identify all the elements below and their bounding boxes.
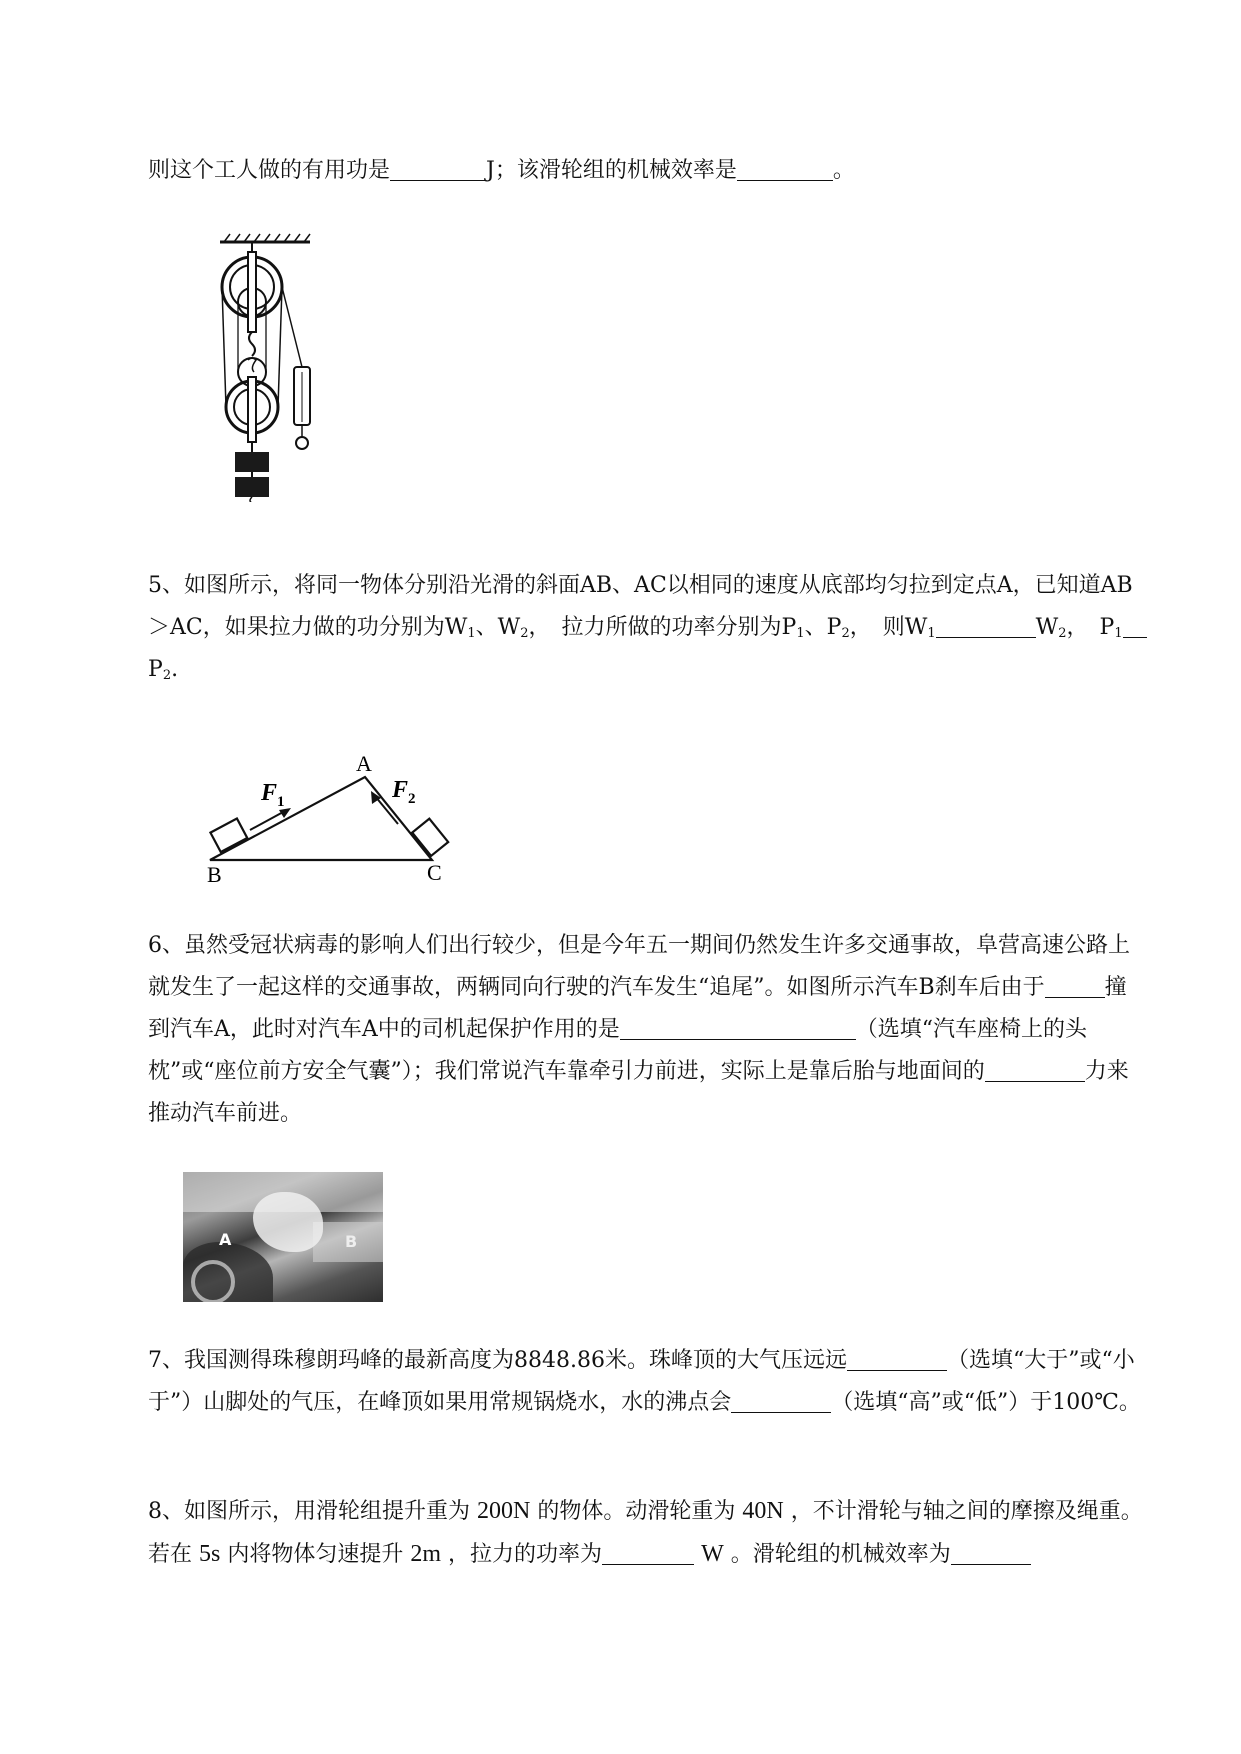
q5-blank-power-compare[interactable] [1123,609,1147,638]
q6-blank-protection[interactable] [620,1011,856,1040]
q5-blank-work-compare[interactable] [936,609,1036,638]
question-7: 7、我国测得珠穆朗玛峰的最新高度为8848.86米。珠峰顶的大气压远远 （选填“大于”或“小于”）山脚处的气压，在峰顶如果用常规锅烧水，水的沸点会 （选填“高”或“低”）于100℃。 [148,1340,1148,1424]
q6-blank-force-type[interactable] [985,1053,1085,1082]
car-collision-photo [183,1172,383,1302]
q4-text-3: 。 [832,158,855,183]
question-6: 6、虽然受冠状病毒的影响人们出行较少，但是今年五一期间仍然发生许多交通事故，阜营高速公路上就发生了一起这样的交通事故，两辆同向行驶的汽车发生“追尾”。如图所示汽车B刹车后由于 撞到汽车A，此时对汽车A中的司机起保护作用的是 （选填“汽车座椅上的头枕”或“座位前方安全气囊”）；我们常说汽车靠牵引力前进，实际上是靠后胎与地面间的 力来推动汽车前进。 [148,933,1131,1126]
question-5: 5、如图所示，将同一物体分别沿光滑的斜面AB、AC以相同的速度从底部均匀拉到定点A，已知道AB＞AC，如果拉力做的功分别为$W_1$、$W_2$， 拉力所做的功率分别为$P_1$、$P_2$， 则$W_1$ $W_2$， $P_1P_2$. [148,565,1148,691]
q7-blank-boiling-point[interactable] [731,1384,831,1413]
force-f2-label: $F_2$ [392,777,416,807]
q6-blank-reason[interactable] [1045,969,1105,998]
q4-blank-efficiency[interactable] [737,152,833,181]
inclined-plane-figure [195,752,475,887]
q7-blank-pressure[interactable] [847,1342,947,1371]
q4-blank-useful-work[interactable] [390,152,486,181]
question-8: 8、如图所示，用滑轮组提升重为 200N 的物体。动滑轮重为 40N ，不计滑轮与轴之间的摩擦及绳重。若在 5s 内将物体匀速提升 2m ，拉力的功率为 W 。滑轮组的机械效率为 [148,1498,1143,1567]
force-f1-label: $F_1$ [261,780,285,810]
car-a-label: A [219,1230,232,1249]
vertex-b-label: B [207,862,222,887]
pulley-system-figure [210,232,330,502]
vertex-c-label: C [427,860,442,885]
question-4-tail [148,150,1148,192]
q8-blank-power[interactable] [602,1536,694,1565]
q8-blank-efficiency[interactable] [951,1536,1031,1565]
vertex-a-label: A [356,752,372,776]
q4-text-1: 则这个工人做的有用功是 [148,158,391,183]
q4-text-2: J；该滑轮组的机械效率是 [486,158,737,183]
car-b-label: B [345,1232,358,1251]
